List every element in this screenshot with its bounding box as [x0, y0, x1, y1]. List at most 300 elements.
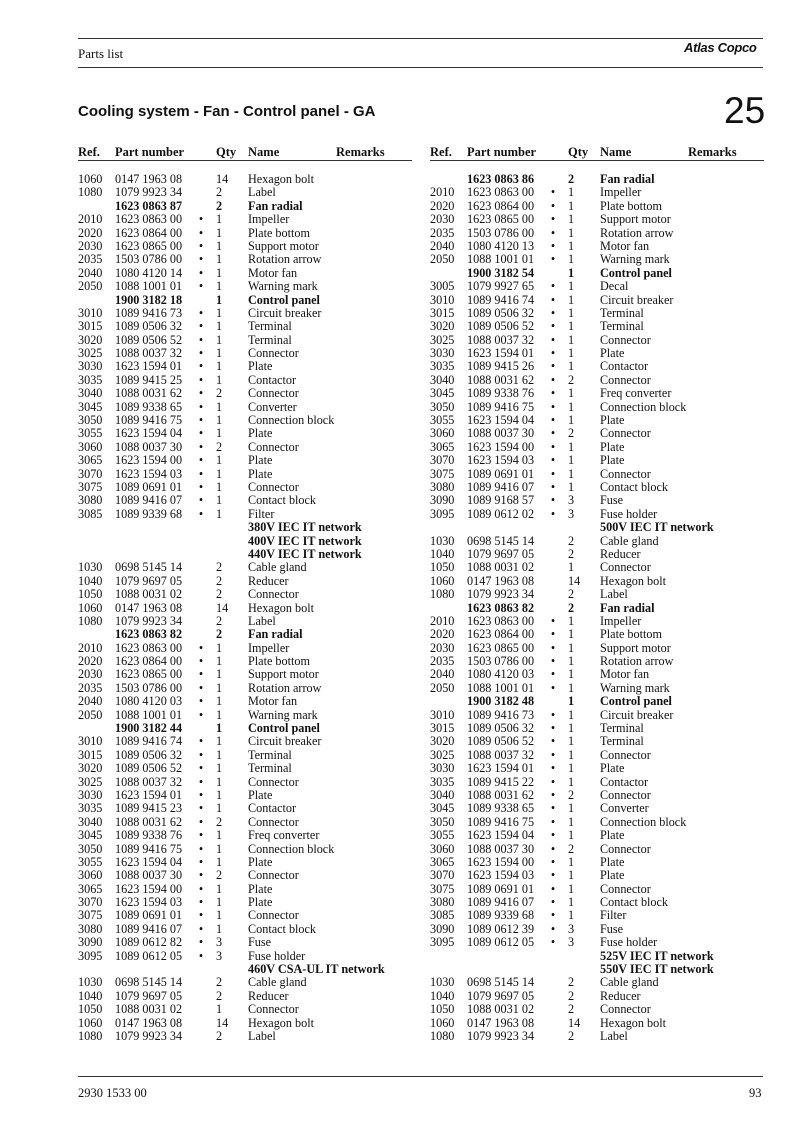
- ref-cell: 3095: [430, 935, 455, 950]
- table-row: [78, 414, 412, 427]
- ref-cell: 3095: [430, 506, 455, 521]
- table-row: [430, 776, 764, 789]
- qty-cell: 1: [568, 854, 575, 869]
- qty-cell: 2: [216, 198, 223, 213]
- part-number-cell: 1623 1594 03: [467, 453, 535, 468]
- name-cell: Terminal: [600, 721, 644, 736]
- qty-cell: 3: [216, 935, 223, 950]
- table-row: [430, 883, 764, 896]
- bullet-cell: •: [198, 506, 204, 521]
- table-row: [430, 1030, 764, 1043]
- parts-column-left: [78, 145, 412, 1043]
- table-row: [78, 227, 412, 240]
- ref-cell: 3080: [78, 493, 103, 508]
- bullet-cell: •: [198, 305, 204, 320]
- table-row: [78, 615, 412, 628]
- col-ref-header: Ref.: [430, 145, 452, 159]
- bullet-cell: •: [198, 279, 204, 294]
- name-cell: Warning mark: [600, 680, 670, 695]
- table-row: [78, 749, 412, 762]
- bullet-cell: •: [198, 881, 204, 896]
- part-number-cell: 1089 9339 68: [115, 506, 183, 521]
- name-cell: Fuse: [248, 935, 272, 950]
- ref-cell: 2035: [78, 680, 103, 695]
- name-cell: Connector: [600, 332, 651, 347]
- col-qty-header: Qty: [216, 145, 237, 159]
- qty-cell: 14: [216, 172, 229, 186]
- bullet-cell: •: [198, 493, 204, 508]
- name-cell: Fan radial: [248, 627, 303, 642]
- ref-cell: 3075: [430, 466, 455, 481]
- name-cell: Connector: [600, 426, 651, 441]
- part-number-cell: 1079 9697 05: [115, 573, 183, 588]
- part-number-cell: 1080 4120 03: [467, 667, 535, 682]
- bullet-cell: •: [198, 439, 204, 454]
- qty-cell: 1: [568, 747, 575, 762]
- col-partnumber-header: Part number: [467, 145, 537, 159]
- part-number-cell: 1088 0037 32: [467, 747, 535, 762]
- bullet-cell: •: [550, 319, 556, 334]
- table-row: [430, 816, 764, 829]
- bullet-cell: •: [198, 426, 204, 441]
- name-cell: Control panel: [600, 694, 672, 709]
- name-cell: 550V IEC IT network: [600, 962, 714, 977]
- bullet-cell: •: [550, 426, 556, 441]
- bullet-cell: •: [198, 680, 204, 695]
- name-cell: Circuit breaker: [600, 707, 674, 722]
- ref-cell: 2035: [78, 252, 103, 267]
- table-row: [430, 615, 764, 628]
- qty-cell: 2: [216, 439, 223, 454]
- qty-cell: 1: [568, 707, 575, 722]
- qty-cell: 1: [568, 292, 575, 307]
- table-row: [78, 521, 412, 534]
- qty-cell: 1: [568, 346, 575, 361]
- qty-cell: 1: [568, 479, 575, 494]
- ref-cell: 3075: [78, 908, 103, 923]
- ref-cell: 3045: [78, 399, 103, 414]
- bullet-cell: •: [550, 613, 556, 628]
- bullet-cell: •: [550, 332, 556, 347]
- ref-cell: 3070: [78, 895, 103, 910]
- bullet-cell: •: [550, 305, 556, 320]
- part-number-cell: 1089 9338 76: [115, 828, 183, 843]
- table-row: [78, 347, 412, 360]
- qty-cell: 2: [216, 627, 223, 642]
- ref-cell: 3020: [430, 734, 455, 749]
- part-number-cell: 0147 1963 08: [115, 1015, 183, 1030]
- part-number-cell: 1088 0037 30: [467, 426, 535, 441]
- ref-cell: 1050: [430, 1002, 455, 1017]
- bullet-cell: •: [550, 667, 556, 682]
- part-number-cell: 1089 9416 75: [467, 399, 535, 414]
- qty-cell: 1: [568, 198, 575, 213]
- qty-cell: 1: [568, 908, 575, 923]
- ref-cell: 3070: [430, 868, 455, 883]
- part-number-cell: 1088 0037 30: [115, 439, 183, 454]
- ref-cell: 3035: [78, 372, 103, 387]
- table-row: [430, 173, 764, 186]
- table-row: [78, 628, 412, 641]
- ref-cell: 3055: [430, 413, 455, 428]
- name-cell: Hexagon bolt: [600, 1015, 667, 1030]
- qty-cell: 1: [568, 305, 575, 320]
- qty-cell: 1: [568, 252, 575, 267]
- qty-cell: 1: [568, 279, 575, 294]
- bullet-cell: •: [550, 721, 556, 736]
- ref-cell: 3025: [78, 346, 103, 361]
- bullet-cell: •: [198, 948, 204, 963]
- part-number-cell: 1089 9338 65: [115, 399, 183, 414]
- qty-cell: 1: [216, 921, 223, 936]
- ref-cell: 3030: [78, 787, 103, 802]
- bullet-cell: •: [198, 654, 204, 669]
- ref-cell: 2020: [430, 198, 455, 213]
- bullet-cell: •: [550, 680, 556, 695]
- part-number-cell: 1088 0031 02: [115, 1002, 183, 1017]
- part-number-cell: 1089 0612 39: [467, 921, 535, 936]
- name-cell: Impeller: [600, 185, 642, 200]
- table-row: [430, 494, 764, 507]
- qty-cell: 1: [216, 721, 223, 736]
- ref-cell: 1060: [430, 573, 455, 588]
- qty-cell: 1: [568, 453, 575, 468]
- ref-cell: 1040: [430, 988, 455, 1003]
- ref-cell: 3030: [430, 346, 455, 361]
- qty-cell: 1: [216, 787, 223, 802]
- qty-cell: 2: [216, 988, 223, 1003]
- name-cell: Control panel: [600, 265, 672, 280]
- name-cell: Converter: [248, 399, 297, 414]
- ref-cell: 3050: [430, 814, 455, 829]
- ref-cell: 2020: [430, 627, 455, 642]
- bullet-cell: •: [198, 801, 204, 816]
- bullet-cell: •: [550, 479, 556, 494]
- ref-cell: 3045: [78, 828, 103, 843]
- qty-cell: 1: [216, 238, 223, 253]
- ref-cell: 1080: [430, 587, 455, 602]
- table-row: [78, 789, 412, 802]
- qty-cell: 2: [568, 988, 575, 1003]
- part-number-cell: 1623 0864 00: [115, 225, 183, 240]
- qty-cell: 1: [568, 386, 575, 401]
- table-row: [78, 1003, 412, 1016]
- table-row: [430, 682, 764, 695]
- bullet-cell: •: [198, 774, 204, 789]
- name-cell: Plate: [600, 439, 625, 454]
- qty-cell: 1: [568, 225, 575, 240]
- qty-cell: 2: [568, 172, 575, 186]
- table-row: [430, 588, 764, 601]
- name-cell: Filter: [248, 506, 275, 521]
- table-row: [78, 709, 412, 722]
- qty-cell: 2: [568, 587, 575, 602]
- ref-cell: 2050: [78, 707, 103, 722]
- name-cell: Impeller: [248, 212, 290, 227]
- name-cell: Cable gland: [248, 560, 307, 575]
- ref-cell: 2020: [78, 654, 103, 669]
- qty-cell: 2: [216, 185, 223, 200]
- ref-cell: 3090: [430, 493, 455, 508]
- table-row: [430, 1017, 764, 1030]
- part-number-cell: 1623 0864 00: [467, 627, 535, 642]
- bullet-cell: •: [198, 707, 204, 722]
- table-row: [430, 294, 764, 307]
- qty-cell: 2: [216, 587, 223, 602]
- name-cell: Fuse: [600, 493, 624, 508]
- name-cell: Plate: [248, 453, 273, 468]
- name-cell: Plate: [248, 787, 273, 802]
- ref-cell: 3065: [78, 881, 103, 896]
- table-row: [78, 816, 412, 829]
- table-header: [430, 145, 764, 160]
- ref-cell: 1080: [78, 185, 103, 200]
- col-remarks-header: Remarks: [336, 145, 385, 159]
- table-row: [430, 936, 764, 949]
- ref-cell: 3045: [430, 801, 455, 816]
- bullet-cell: •: [198, 787, 204, 802]
- qty-cell: 1: [216, 305, 223, 320]
- ref-cell: 1060: [78, 1015, 103, 1030]
- ref-cell: 3015: [78, 319, 103, 334]
- table-row: [430, 441, 764, 454]
- part-number-cell: 1623 0865 00: [467, 212, 535, 227]
- table-row: [78, 294, 412, 307]
- ref-cell: 3040: [430, 787, 455, 802]
- name-cell: Impeller: [600, 613, 642, 628]
- part-number-cell: 1088 0037 32: [467, 332, 535, 347]
- name-cell: Warning mark: [248, 279, 318, 294]
- qty-cell: 1: [216, 881, 223, 896]
- qty-cell: 2: [568, 533, 575, 548]
- ref-cell: 3080: [78, 921, 103, 936]
- name-cell: Hexagon bolt: [248, 1015, 315, 1030]
- qty-cell: 2: [568, 546, 575, 561]
- bullet-cell: •: [198, 908, 204, 923]
- footer-rule: [78, 1076, 763, 1077]
- table-row: [430, 227, 764, 240]
- name-cell: Converter: [600, 801, 649, 816]
- qty-cell: 1: [568, 466, 575, 481]
- qty-cell: 1: [568, 627, 575, 642]
- qty-cell: 2: [568, 372, 575, 387]
- ref-cell: 1080: [78, 1029, 103, 1043]
- name-cell: Terminal: [600, 319, 644, 334]
- part-number-cell: 1623 1594 03: [115, 895, 183, 910]
- name-cell: Plate: [248, 359, 273, 374]
- bullet-cell: •: [550, 747, 556, 762]
- name-cell: Connector: [600, 466, 651, 481]
- part-number-cell: 1089 9415 25: [115, 372, 183, 387]
- part-number-cell: 1623 1594 04: [467, 828, 535, 843]
- table-row: [78, 253, 412, 266]
- table-row: [78, 896, 412, 909]
- ref-cell: 2050: [430, 680, 455, 695]
- table-row: [430, 869, 764, 882]
- part-number-cell: 1088 0031 02: [467, 560, 535, 575]
- ref-cell: 2020: [78, 225, 103, 240]
- table-row: [430, 829, 764, 842]
- part-number-cell: 1088 0037 30: [467, 841, 535, 856]
- qty-cell: 1: [568, 801, 575, 816]
- bullet-cell: •: [550, 854, 556, 869]
- name-cell: Connector: [248, 908, 299, 923]
- table-row: [430, 427, 764, 440]
- table-row: [430, 414, 764, 427]
- table-row: [78, 360, 412, 373]
- name-cell: Fan radial: [600, 172, 655, 186]
- name-cell: 500V IEC IT network: [600, 520, 714, 535]
- name-cell: Freq converter: [600, 386, 672, 401]
- part-number-cell: 0698 5145 14: [467, 533, 535, 548]
- part-number-cell: 1089 9416 75: [115, 841, 183, 856]
- name-cell: Freq converter: [248, 828, 320, 843]
- bullet-cell: •: [198, 854, 204, 869]
- qty-cell: 2: [568, 841, 575, 856]
- bullet-cell: •: [550, 734, 556, 749]
- qty-cell: 1: [216, 707, 223, 722]
- qty-cell: 14: [216, 1015, 229, 1030]
- table-row: [430, 401, 764, 414]
- part-number-cell: 1089 0612 05: [115, 948, 183, 963]
- bullet-cell: •: [550, 439, 556, 454]
- part-number-cell: 1623 1594 04: [115, 854, 183, 869]
- bullet-cell: •: [550, 493, 556, 508]
- part-number-cell: 1089 9416 73: [115, 305, 183, 320]
- table-row: [78, 909, 412, 922]
- ref-cell: 1080: [78, 613, 103, 628]
- table-row: [430, 213, 764, 226]
- part-number-cell: 1089 9416 75: [467, 814, 535, 829]
- qty-cell: 2: [216, 613, 223, 628]
- ref-cell: 2010: [430, 613, 455, 628]
- name-cell: Plate: [600, 453, 625, 468]
- table-row: [430, 200, 764, 213]
- bullet-cell: •: [550, 787, 556, 802]
- table-row: [78, 374, 412, 387]
- name-cell: Plate bottom: [248, 225, 310, 240]
- col-ref-header: Ref.: [78, 145, 100, 159]
- name-cell: Support motor: [248, 667, 319, 682]
- name-cell: Contact block: [600, 479, 669, 494]
- name-cell: Label: [248, 1029, 276, 1043]
- name-cell: Impeller: [248, 640, 290, 655]
- bullet-cell: •: [550, 399, 556, 414]
- qty-cell: 2: [568, 1029, 575, 1043]
- bullet-cell: •: [550, 774, 556, 789]
- part-number-cell: 1900 3182 54: [467, 265, 535, 280]
- table-row: [430, 802, 764, 815]
- qty-cell: 1: [216, 908, 223, 923]
- qty-cell: 1: [216, 265, 223, 280]
- part-number-cell: 1089 0612 05: [467, 935, 535, 950]
- table-row: [430, 481, 764, 494]
- bullet-cell: •: [550, 413, 556, 428]
- table-row: [430, 253, 764, 266]
- name-cell: Connector: [248, 774, 299, 789]
- part-number-cell: 0147 1963 08: [467, 1015, 535, 1030]
- qty-cell: 1: [568, 680, 575, 695]
- bullet-cell: •: [198, 225, 204, 240]
- qty-cell: 2: [216, 386, 223, 401]
- table-header-rule: [430, 160, 764, 161]
- name-cell: Label: [600, 1029, 628, 1043]
- bullet-cell: •: [198, 372, 204, 387]
- bullet-cell: •: [550, 292, 556, 307]
- table-row: [78, 722, 412, 735]
- part-number-cell: 1088 0037 30: [115, 868, 183, 883]
- table-row: [78, 267, 412, 280]
- qty-cell: 1: [216, 506, 223, 521]
- ref-cell: 3085: [430, 908, 455, 923]
- part-number-cell: 1900 3182 44: [115, 721, 183, 736]
- qty-cell: 2: [216, 868, 223, 883]
- name-cell: Plate: [600, 868, 625, 883]
- qty-cell: 1: [568, 413, 575, 428]
- bullet-cell: •: [550, 908, 556, 923]
- name-cell: Connector: [600, 372, 651, 387]
- part-number-cell: 1089 9415 22: [467, 774, 535, 789]
- part-number-cell: 1088 1001 01: [115, 279, 183, 294]
- name-cell: 380V IEC IT network: [248, 520, 362, 535]
- part-number-cell: 1089 9416 07: [467, 479, 535, 494]
- ref-cell: 1040: [78, 988, 103, 1003]
- bullet-cell: •: [198, 212, 204, 227]
- name-cell: Contactor: [600, 774, 649, 789]
- header-top-rule: [78, 38, 763, 39]
- ref-cell: 3090: [78, 935, 103, 950]
- qty-cell: 2: [568, 600, 575, 615]
- name-cell: Circuit breaker: [248, 734, 322, 749]
- bullet-cell: •: [198, 734, 204, 749]
- part-number-cell: 1088 0031 62: [467, 787, 535, 802]
- table-row: [78, 990, 412, 1003]
- part-number-cell: 1079 9923 34: [115, 1029, 183, 1043]
- part-number-cell: 1623 0864 00: [467, 198, 535, 213]
- part-number-cell: 1088 0031 62: [467, 372, 535, 387]
- table-row: [78, 936, 412, 949]
- table-row: [78, 387, 412, 400]
- bullet-cell: •: [550, 372, 556, 387]
- ref-cell: 3065: [430, 439, 455, 454]
- qty-cell: 2: [568, 787, 575, 802]
- bullet-cell: •: [550, 627, 556, 642]
- bullet-cell: •: [550, 466, 556, 481]
- table-row: [430, 186, 764, 199]
- table-row: [78, 802, 412, 815]
- qty-cell: 1: [568, 734, 575, 749]
- table-row: [430, 602, 764, 615]
- ref-cell: 3025: [78, 774, 103, 789]
- ref-cell: 2040: [78, 694, 103, 709]
- qty-cell: 3: [568, 493, 575, 508]
- name-cell: Cable gland: [248, 975, 307, 990]
- table-row: [78, 401, 412, 414]
- part-number-cell: 1623 1594 00: [467, 439, 535, 454]
- ref-cell: 3075: [78, 479, 103, 494]
- part-number-cell: 1089 0506 32: [115, 319, 183, 334]
- table-row: [78, 588, 412, 601]
- name-cell: Support motor: [600, 212, 671, 227]
- part-number-cell: 1503 0786 00: [115, 680, 183, 695]
- qty-cell: 1: [568, 332, 575, 347]
- table-row: [78, 668, 412, 681]
- table-row: [78, 950, 412, 963]
- ref-cell: 3035: [78, 801, 103, 816]
- part-number-cell: 1088 1001 01: [115, 707, 183, 722]
- ref-cell: 3010: [78, 734, 103, 749]
- table-header-rule: [78, 160, 412, 161]
